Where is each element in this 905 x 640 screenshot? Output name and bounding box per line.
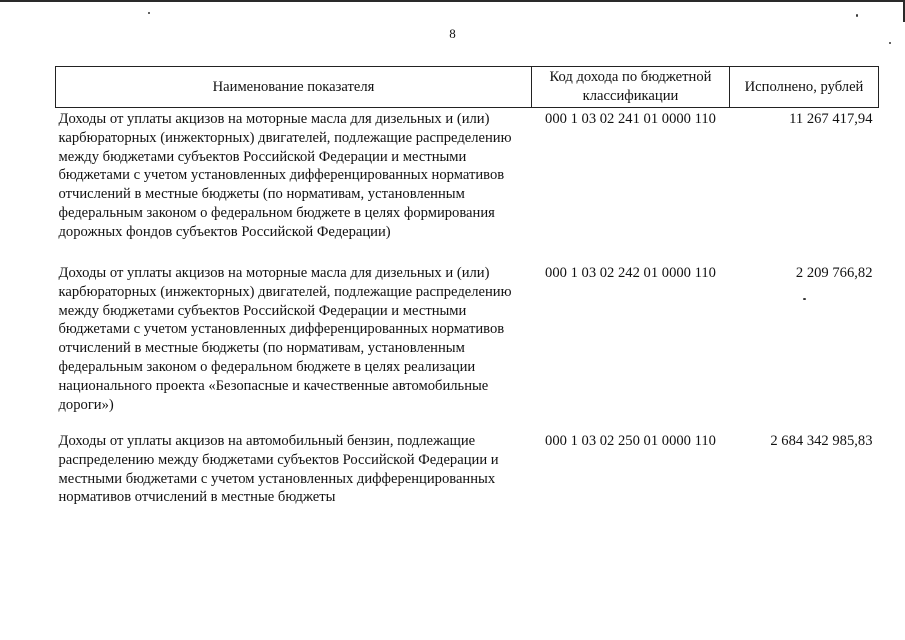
row-indicator-name: Доходы от уплаты акцизов на автомобильный бензин, подлежащие распределению между бюджетами субъектов Российской Федерации и местными бюджетами с учетом установленных дифференцированных нормативов отчислений в местные бюджеты	[58, 433, 499, 506]
table-header-row	[56, 67, 879, 108]
header-indicator-name: Наименование показателя	[56, 67, 532, 108]
row-indicator-name: Доходы от уплаты акцизов на моторные масла для дизельных и (или) карбюраторных (инжекторных) двигателей, подлежащие распределению между бюджетами субъектов Российской Федерации и местными бюджетами с учетом установленных дифференцированных нормативов отчислений в местные бюджеты (по нормативам, установленным федеральным законом о федеральном бюджете в целях реализации национального проекта «Безопасные и качественные автомобильные дороги»)	[58, 265, 512, 413]
revenue-table	[55, 66, 879, 512]
table-row	[56, 262, 879, 430]
scan-speck	[889, 42, 891, 44]
row-indicator-name: Доходы от уплаты акцизов на моторные масла для дизельных и (или) карбюраторных (инжекторных) двигателей, подлежащие распределению между бюджетами субъектов Российской Федерации и местными бюджетами с учетом установленных дифференцированных нормативов отчислений в местные бюджеты (по нормативам, установленным федеральным законом о федеральном бюджете в целях формирования дорожных фондов субъектов Российской Федерации)	[58, 111, 512, 240]
page-number: 8	[449, 26, 456, 41]
row-executed-amount: 11 267 417,94	[789, 111, 873, 127]
table-row	[56, 430, 879, 512]
scan-speck	[856, 14, 858, 17]
scan-top-edge-line	[0, 0, 905, 2]
row-executed-amount: 2 684 342 985,83	[770, 433, 873, 449]
scan-speck	[148, 12, 150, 14]
header-executed-amount: Исполнено, рублей	[730, 67, 879, 108]
header-revenue-code: Код дохода по бюджетной классификации	[532, 67, 730, 108]
row-revenue-code: 000 1 03 02 242 01 0000 110	[545, 265, 716, 281]
table-row	[56, 108, 879, 263]
row-executed-amount: 2 209 766,82	[795, 265, 873, 281]
row-revenue-code: 000 1 03 02 241 01 0000 110	[545, 111, 716, 127]
row-revenue-code: 000 1 03 02 250 01 0000 110	[545, 433, 716, 449]
